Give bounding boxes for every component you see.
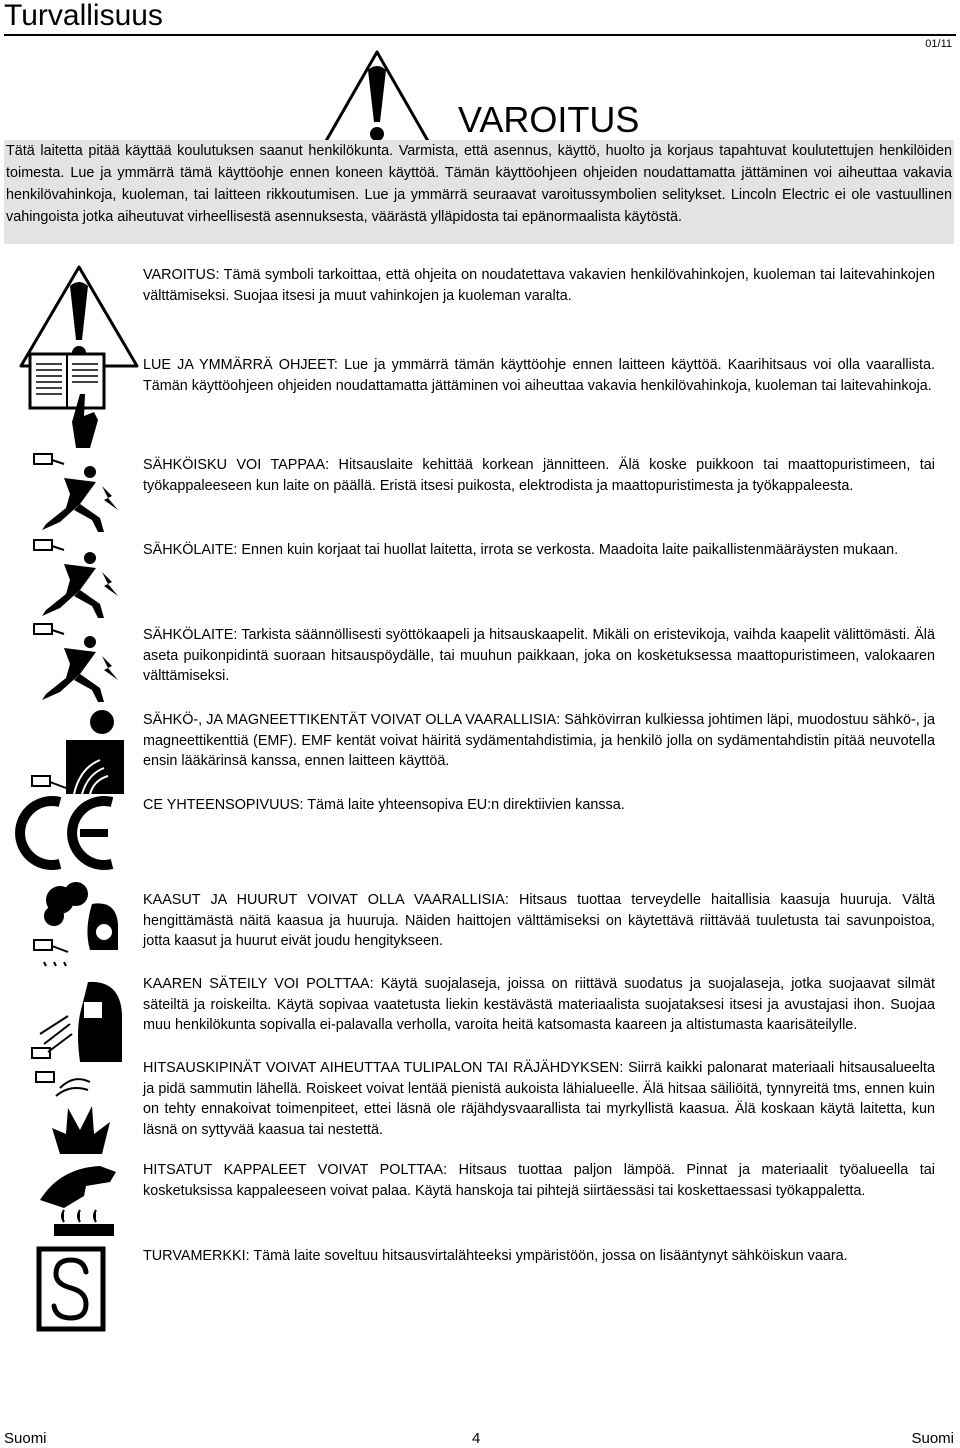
hot-parts-icon [30,1160,126,1240]
electric-shock-icon [30,452,122,534]
ce-mark-icon [14,790,126,876]
electric-shock-icon [30,538,122,620]
footer-language-left: Suomi [4,1430,47,1447]
item-read-instructions: LUE JA YMMÄRRÄ OHJEET: Lue ja ymmärrä tämän käyttöohje ennen laitteen käyttöä. Kaarihitsaus voi olla vaarallista. Tämän käyttöohjeen ohjeiden noudattamatta jättäminen voi aiheuttaa vakavia henkilövahinkoja, kuoleman tai laitevahinkoja. [143,357,935,394]
item-ce: CE YHTEENSOPIVUUS: Tämä laite yhteensopiva EU:n direktiivien kanssa. [143,797,625,813]
page-title: Turvallisuus [4,0,163,32]
item-electrical-device: SÄHKÖLAITE: Ennen kuin korjaat tai huollat laitetta, irrota se verkosta. Maadoita laite paikallistenmääräysten mukaan. [143,542,899,558]
item-warning: VAROITUS: Tämä symboli tarkoittaa, että ohjeita on noudatettava vakavien henkilövahinkojen, kuoleman tai laitevahinkojen välttämiseksi. Suojaa itsesi ja muut vahinkojen ja kuoleman varalta. [143,267,935,304]
title-rule [4,34,956,36]
item-hot-parts: HITSATUT KAPPALEET VOIVAT POLTTAA: Hitsaus tuottaa paljon lämpöä. Pinnat ja materiaalit työalueella tai kosketuksissa kappaleeseen voivat palaa. Käytä hanskoja tai pihtejä siirtäessäsi tai koskettaessasi työkappaletta. [143,1162,935,1199]
footer-page-number: 4 [472,1430,481,1447]
item-emf: SÄHKÖ-, JA MAGNEETTIKENTÄT VOIVAT OLLA VAARALLISIA: Sähkövirran kulkiessa johtimen läpi, muodostuu sähkö-, ja magneettikenttiä (EMF). EMF kentät voivat häiritä sydämentahdistimia, ja henkilö jolla on sydämentahdistin pitää neuvotella ensin lääkärinsä kanssa, ennen laitteen käyttöä. [143,712,935,769]
item-arc-rays: KAAREN SÄTEILY VOI POLTTAA: Käytä suojalaseja, joissa on riittävä suodatus ja suojalaseja, jotka suojaavat silmät säteiltä ja roiskeilta. Käytä sopivaa vaatetusta liekin kestävästä materiaalista suojataksesi itsesi ja avustajasi ihon. Suojaa muu henkilökunta sopivalla ei-palavalla verholla, varoita heitä katsomasta kaareen ja altistumasta kaarisäteilylle. [143,976,935,1033]
footer-language-right: Suomi [911,1430,954,1447]
sparks-explosion-icon [30,1068,126,1158]
item-electric-shock: SÄHKÖISKU VOI TAPPAA: Hitsauslaite kehittää korkean jännitteen. Älä koske puikkoon tai maattopuristimeen, tai työkappaleeseen kun laite on päällä. Eristä itsesi puikosta, elektrodista ja maattopuristimesta ja työkappaleesta. [143,457,935,494]
emf-pacemaker-icon [30,708,126,798]
warning-triangle-icon [318,48,436,152]
page-code: 01/11 [925,38,952,50]
arc-rays-icon [30,974,126,1064]
item-s-mark: TURVAMERKKI: Tämä laite soveltuu hitsausvirtalähteeksi ympäristöön, jossa on lisääntynyt sähköiskun vaara. [143,1248,848,1264]
safety-s-mark-icon [36,1246,106,1332]
warning-banner: VAROITUS [458,99,640,140]
item-fumes: KAASUT JA HUURUT VOIVAT OLLA VAARALLISIA: Hitsaus tuottaa terveydelle haitallisia kaasuja huuruja. Vältä hengittämästä näitä kaasua ja huuruja. Näiden haittojen välttämiseksi on käytettävä riittävää tuuletusta tai savunpoistoa, jotta kaasut ja huurut eivät joudu hengitykseen. [143,892,935,949]
fumes-gas-icon [30,880,126,970]
electric-shock-icon [30,622,122,704]
intro-paragraph: Tätä laitetta pitää käyttää koulutuksen saanut henkilökunta. Varmista, että asennus, käyttö, huolto ja korjaus tapahtuvat koulutettujen henkilöiden toimesta. Lue ja ymmärrä tämä käyttöohje ennen koneen käyttöä. Tämän käyttöohjeen ohjeiden noudattamatta jättäminen voi aiheuttaa vakavia henkilövahinkoja, kuoleman, tai laitteen rikkoutumisen. Lue ja ymmärrä seuraavat varoitussymbolien selitykset. Lincoln Electric ei ole vastuullinen vahingoista jotka aiheutuvat virheellisestä asennuksesta, väärästä ylläpidosta tai epänormaalista käytöstä. [4,140,954,244]
manual-hand-icon [28,350,108,450]
item-cables: SÄHKÖLAITE: Tarkista säännöllisesti syöttökaapeli ja hitsauskaapelit. Mikäli on eristevikoja, vaihda kaapelit välittömästi. Älä aseta puikonpidintä suoraan hitsauspöydälle, tai muuhun paikkaan, joka on kosketuksessa maattopuristimeen, valokaaren välttämiseksi. [143,627,935,684]
item-sparks: HITSAUSKIPINÄT VOIVAT AIHEUTTAA TULIPALON TAI RÄJÄHDYKSEN: Siirrä kaikki palonarat materiaali hitsausalueelta ja pidä sammutin lähellä. Roiskeet voivat lentää pienistä aukoista lähialueelle. Älä hitsaa säiliöitä, tynnyreitä tms, ennen kuin on tehty ennakoivat toimenpiteet, ettei läsnä ole räjähdysvaarallista tai myrkyllistä kaasua. Älä koskaan käytä laitetta, kun läsnä on syttyvää kaasua tai nestettä. [143,1060,935,1138]
